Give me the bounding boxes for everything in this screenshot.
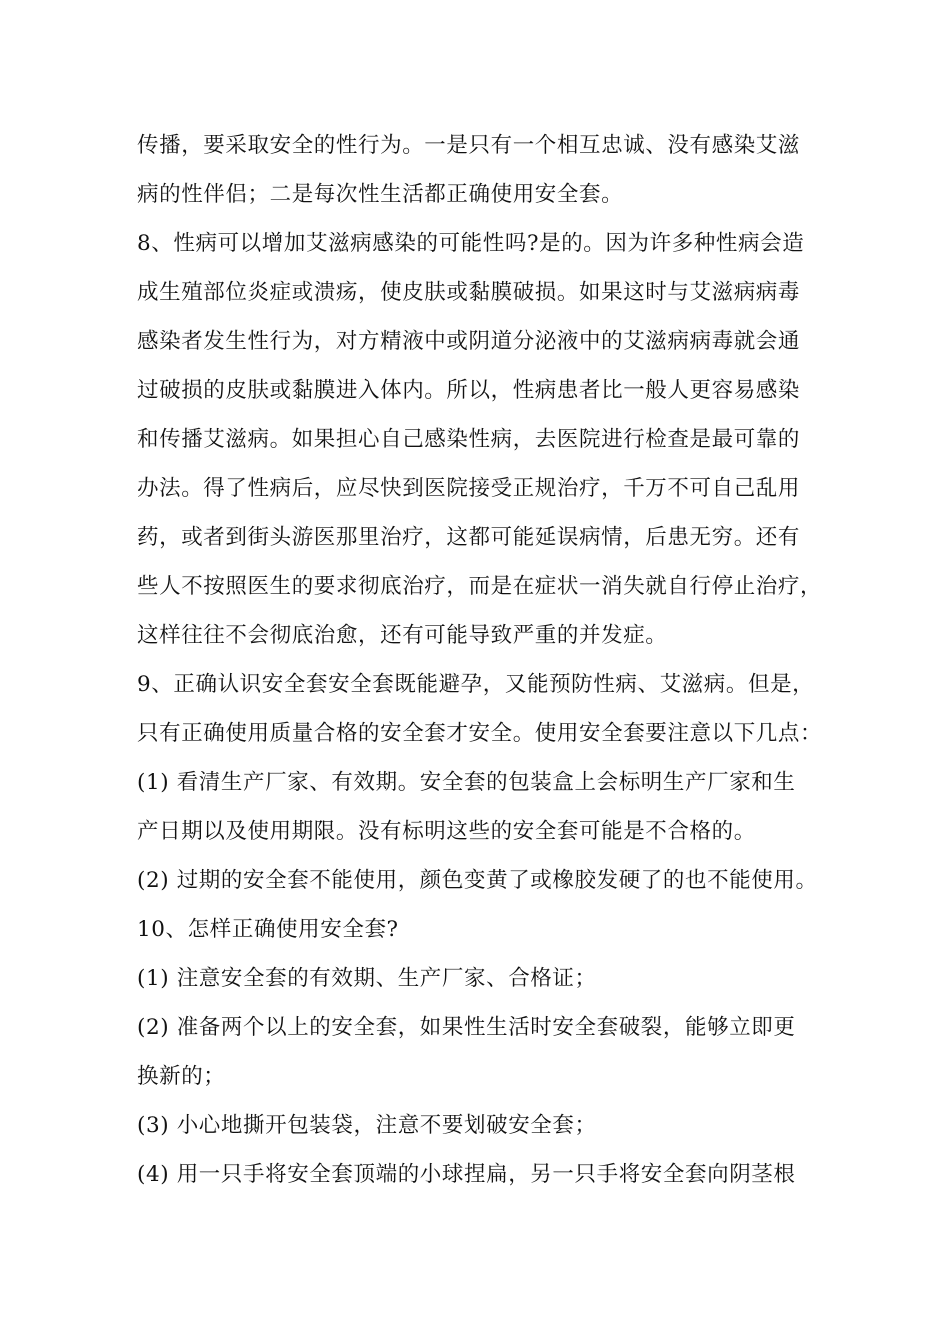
text-line: 和传播艾滋病。如果担心自己感染性病，去医院进行检查是最可靠的 bbox=[137, 427, 801, 452]
text-line: 成生殖部位炎症或溃疡，使皮肤或黏膜破损。如果这时与艾滋病病毒 bbox=[137, 280, 801, 305]
text-line: 9、正确认识安全套安全套既能避孕，又能预防性病、艾滋病。但是， bbox=[137, 672, 815, 697]
text-line: (1) 注意安全套的有效期、生产厂家、合格证； bbox=[137, 966, 597, 991]
text-line: (2) 准备两个以上的安全套，如果性生活时安全套破裂，能够立即更 bbox=[137, 1015, 796, 1040]
text-line: 只有正确使用质量合格的安全套才安全。使用安全套要注意以下几点： bbox=[137, 721, 823, 746]
text-line: 药，或者到街头游医那里治疗，这都可能延误病情，后患无穷。还有 bbox=[137, 525, 801, 550]
text-line: 办法。得了性病后，应尽快到医院接受正规治疗，千万不可自己乱用 bbox=[137, 476, 801, 501]
text-line: 这样往往不会彻底治愈，还有可能导致严重的并发症。 bbox=[137, 623, 668, 648]
text-line: 产日期以及使用期限。没有标明这些的安全套可能是不合格的。 bbox=[137, 819, 756, 844]
text-line: 过破损的皮肤或黏膜进入体内。所以，性病患者比一般人更容易感染 bbox=[137, 378, 801, 403]
text-line: (4) 用一只手将安全套顶端的小球捏扁，另一只手将安全套向阴茎根 bbox=[137, 1162, 796, 1187]
text-line: 些人不按照医生的要求彻底治疗，而是在症状一消失就自行停止治疗， bbox=[137, 574, 823, 599]
body-text bbox=[137, 121, 827, 1199]
text-line: 10、怎样正确使用安全套? bbox=[137, 917, 399, 942]
text-line: (1) 看清生产厂家、有效期。安全套的包装盒上会标明生产厂家和生 bbox=[137, 770, 796, 795]
text-line: 传播，要采取安全的性行为。一是只有一个相互忠诚、没有感染艾滋 bbox=[137, 133, 801, 158]
text-line: (3) 小心地撕开包装袋，注意不要划破安全套； bbox=[137, 1113, 597, 1138]
text-line: (2) 过期的安全套不能使用，颜色变黄了或橡胶发硬了的也不能使用。 bbox=[137, 868, 818, 893]
text-line: 病的性伴侣；二是每次性生活都正确使用安全套。 bbox=[137, 182, 624, 207]
text-line: 8、性病可以增加艾滋病感染的可能性吗?是的。因为许多种性病会造 bbox=[137, 231, 805, 256]
text-line: 感染者发生性行为，对方精液中或阴道分泌液中的艾滋病病毒就会通 bbox=[137, 329, 801, 354]
text-line: 换新的； bbox=[137, 1064, 226, 1089]
